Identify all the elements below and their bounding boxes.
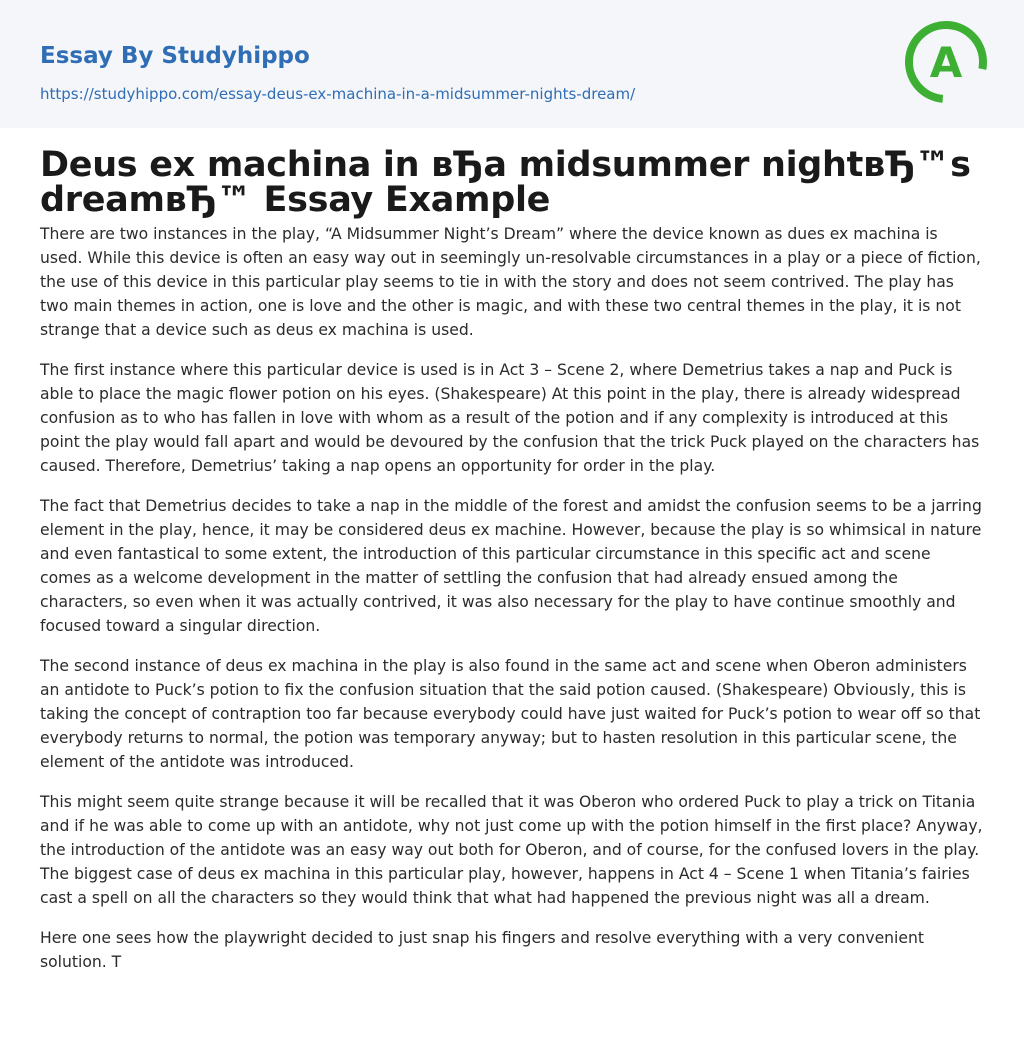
page-url-link[interactable]: https://studyhippo.com/essay-deus-ex-machina-in-a-midsummer-nights-dream/ [40, 85, 636, 103]
article-paragraph: This might seem quite strange because it will be recalled that it was Oberon who ordered Puck to play a trick on Titania and if he was able to come up with an antidote, why not just come up with the potion himself in the first place? Anyway, the introduction of the antidote was an easy way out both for Oberon, and of course, for the confused lovers in the play. The biggest case of deus ex machina in this particular play, however, happens in Act 4 – Scene 1 when Titania’s fairies cast a spell on all the characters so they would think that what had happened the previous night was all a dream. [40, 793, 983, 907]
studyhippo-logo[interactable] [903, 19, 989, 105]
site-name[interactable]: Essay By Studyhippo [40, 43, 310, 69]
logo-letter: A [929, 38, 963, 87]
article-paragraph: The first instance where this particular device is used is in Act 3 – Scene 2, where Demetrius takes a nap and Puck is able to place the magic flower potion on his eyes. (Shakespeare) At this point in the play, there is already widespread confusion as to who has fallen in love with whom as a result of the potion and if any complexity is introduced at this point the play would fall apart and would be devoured by the confusion that the trick Puck played on the characters has caused. Therefore, Demetrius’ taking a nap opens an opportunity for order in the play. [40, 361, 980, 475]
article-paragraph: The second instance of deus ex machina in the play is also found in the same act and scene when Oberon administers an antidote to Puck’s potion to fix the confusion situation that the said potion caused. (Shakespeare) Obviously, this is taking the concept of contraption too far because everybody could have just waited for Puck’s potion to wear off so that everybody returns to normal, the potion was temporary anyway; but to hasten resolution in this particular scene, the element of the antidote was introduced. [40, 657, 981, 771]
article-paragraph: Here one sees how the playwright decided to just snap his fingers and resolve everything with a very convenient solution. T [40, 929, 924, 971]
page-title: Deus ex machina in вЂa midsummer nightвЂ™s dreamвЂ™ Essay Example [40, 145, 971, 220]
article-paragraph: The fact that Demetrius decides to take a nap in the middle of the forest and amidst the confusion seems to be a jarring element in the play, hence, it may be considered deus ex machine. However, because the play is so whimsical in nature and even fantastical to some extent, the introduction of this particular circumstance in this specific act and scene comes as a welcome development in the matter of settling the confusion that had already ensued among the characters, so even when it was actually contrived, it was also necessary for the play to have continue smoothly and focused toward a singular direction. [40, 497, 982, 635]
article-paragraph: There are two instances in the play, “A Midsummer Night’s Dream” where the device known as dues ex machina is used. While this device is often an easy way out in seemingly un-resolvable circumstances in a play or a piece of fiction, the use of this device in this particular play seems to tie in with the story and does not seem contrived. The play has two main themes in action, one is love and the other is magic, and with these two central themes in the play, it is not strange that a device such as deus ex machina is used. [40, 225, 981, 339]
article [0, 145, 1024, 974]
site-header [0, 0, 1024, 128]
article-body [40, 222, 984, 974]
